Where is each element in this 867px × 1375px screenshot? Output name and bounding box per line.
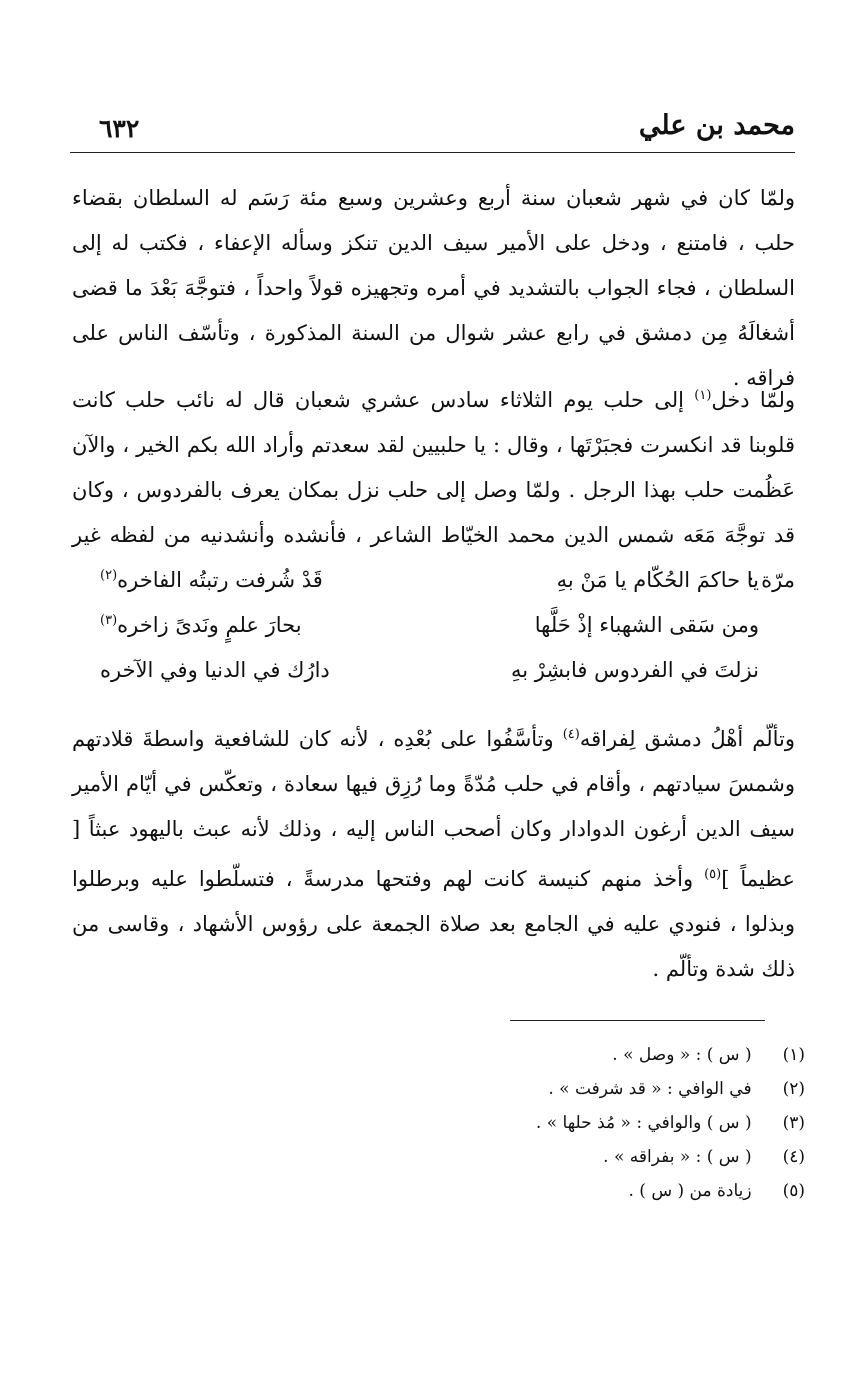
poem-verse bbox=[100, 613, 759, 658]
footnote-number: (٢) bbox=[782, 1079, 805, 1099]
footnote-number: (٣) bbox=[782, 1113, 805, 1133]
hemistich-text: قَدْ شُرفت رتبتُه الفاخره bbox=[117, 568, 323, 592]
paragraph-3 bbox=[72, 712, 795, 992]
footnote-item bbox=[405, 1106, 805, 1140]
verse-second-hemistich: دارُك في الدنيا وفي الآخره bbox=[100, 658, 330, 682]
footnote-text: ( س ) : « بفراقه » . bbox=[603, 1147, 752, 1167]
running-title: محمد بن علي bbox=[638, 110, 795, 141]
paragraph-text: ولمّا كان في شهر شعبان سنة أربع وعشرين وسبع مئة رَسَم له السلطان بقضاء حلب ، فامتنع ، ودخل على الأمير سيف الدين تنكز وسأله الإعفاء ، فكتب له إلى السلطان ، فجاء الجواب بالتشديد في أمره وتجهيزه قولاً واحداً ، فتوجَّهَ بَعْدَ ما قضى أشغالَهُ مِن دمشق في رابع عشر شوال من السنة المذكورة ، وتأسّف الناس على فراقه . bbox=[72, 186, 795, 390]
verse-second-hemistich bbox=[100, 613, 302, 637]
footnote-item bbox=[405, 1038, 805, 1072]
footnote-marker-2: (٢) bbox=[100, 568, 118, 583]
footnote-text: ( س ) والوافي : « مُذ حلها » . bbox=[535, 1113, 752, 1133]
poem bbox=[100, 568, 759, 703]
footnote-number: (٤) bbox=[782, 1147, 805, 1167]
footnote-marker-3: (٣) bbox=[100, 613, 118, 628]
page-header bbox=[85, 110, 795, 150]
paragraph-text-part: إلى حلب يوم الثلاثاء سادس عشري شعبان قال له نائب حلب كانت قلوبنا قد انكسرت فجبَرْتَها ، وقال : يا حلبيين لقد سعدتم وأراد الله بكم الخير ، والآن عَظُمت حلب بهذا الرجل . ولمّا وصل إلى حلب نزل بمكان يعرف بالفردوس ، وكان قد توجَّهَ مَعَه شمس الدين محمد الخيّاط الشاعر ، فأنشده وأنشدنيه من لفظه غير مرّة : bbox=[72, 388, 795, 592]
footnote-number: (٥) bbox=[782, 1181, 805, 1201]
paragraph-text-part: وأخذ منهم كنيسة كانت لهم وفتحها مدرسةً ، فتسلّطوا عليه وبرطلوا وبذلوا ، فنودي عليه في الجامع بعد صلاة الجمعة على رؤوس الأشهاد ، وقاسى من ذلك شدة وتألّم . bbox=[72, 867, 795, 981]
hemistich-text: بحارَ علمٍ ونَدىً زاخره bbox=[117, 613, 302, 637]
paragraph-text-part: وتألّم أهْلُ دمشق لِفراقه bbox=[579, 727, 796, 751]
verse-second-hemistich bbox=[100, 568, 323, 592]
footnote-text: زيادة من ( س ) . bbox=[628, 1181, 752, 1201]
paragraph-1 bbox=[72, 176, 795, 401]
paragraph-text-part: ولمّا دخل bbox=[711, 388, 795, 412]
footnote-item bbox=[405, 1174, 805, 1208]
paragraph-text-part: وتأسَّفُوا على بُعْدِه ، لأنه كان للشافعية واسطةَ قلادتهم وشمسَ سيادتهم ، وأقام في حلب مُدّةً وما رُزِق فيها سعادة ، وتعكّس في أيّام الأمير سيف الدين أرغون الدوادار وكان أصحب الناس إليه ، وذلك لأنه عبث باليهود عبثاً [ عظيماً ] bbox=[72, 727, 795, 891]
footnote-marker-4: (٤) bbox=[562, 727, 580, 742]
verse-first-hemistich: نزلتَ في الفردوس فابشِرْ بهِ bbox=[511, 658, 759, 682]
footnotes bbox=[405, 1038, 805, 1208]
footnote-text: في الوافي : « قد شرفت » . bbox=[548, 1079, 752, 1099]
footnote-item bbox=[405, 1072, 805, 1106]
footnote-text: ( س ) : « وصل » . bbox=[612, 1045, 752, 1065]
footnote-rule bbox=[510, 1020, 765, 1021]
footnote-marker-1: (١) bbox=[694, 388, 712, 403]
header-rule bbox=[70, 152, 795, 153]
page-number: ٦٣٢ bbox=[99, 114, 140, 143]
poem-verse bbox=[100, 568, 759, 613]
footnote-item bbox=[405, 1140, 805, 1174]
poem-verse bbox=[100, 658, 759, 703]
verse-first-hemistich: ومن سَقى الشهباء إذْ حَلَّها bbox=[534, 613, 759, 637]
footnote-number: (١) bbox=[782, 1045, 805, 1065]
footnote-marker-5: (٥) bbox=[704, 867, 722, 882]
verse-first-hemistich: يا حاكمَ الحُكّام يا مَنْ بهِ bbox=[556, 568, 759, 592]
paragraph-text bbox=[72, 712, 795, 992]
